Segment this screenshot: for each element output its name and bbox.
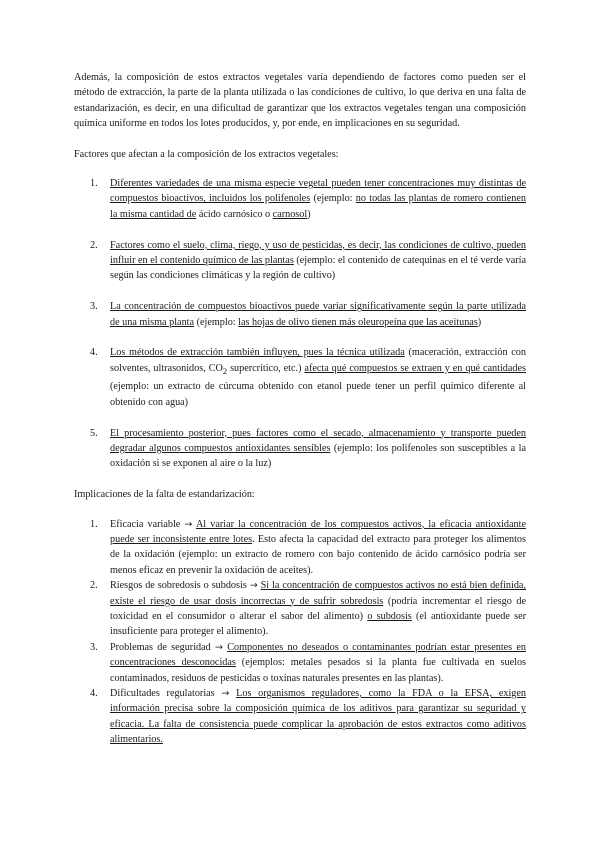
implication-item-3 (74, 640, 526, 686)
item-label: Dificultades regulatorias (110, 687, 222, 699)
plain-text: (maceración, extracción con solventes, ultrasonidos, CO (110, 347, 526, 374)
right-arrow-icon: → (249, 580, 258, 592)
plain-text: ) (307, 208, 311, 220)
underlined-text: La concentración de compuestos bioactivos puede variar significativamente según la parte utilizada de una misma planta (110, 301, 526, 328)
item-label: Problemas de seguridad (110, 641, 215, 653)
underlined-text: carnosol (272, 208, 308, 220)
list-number: 3. (90, 301, 98, 313)
underlined-text: o subdosis (367, 610, 412, 622)
implication-item-2 (74, 578, 526, 640)
factors-heading: Factores que afectan a la composición de los extractos vegetales: (74, 148, 339, 160)
plain-text: (ejemplo: el contenido de catequinas en el té verde varía según las condiciones climáticas y la región de cultivo) (110, 255, 526, 282)
list-number: 4. (90, 687, 98, 699)
plain-text: supercrítico, etc.) (227, 362, 305, 374)
list-number: 5. (90, 427, 98, 439)
underlined-text: afecta qué compuestos se extraen y en qué cantidades (304, 362, 527, 374)
underlined-text: Componentes no deseados o contaminantes podrían estar presentes en concentraciones desconocidas (110, 641, 526, 669)
plain-text: (ejemplo: los polifenoles son susceptibles a la oxidación si se exponen al aire o la luz) (110, 442, 527, 470)
plain-text: (podría incrementar el riesgo de toxicidad en el consumidor o alterar el sabor del alimento) (110, 595, 526, 622)
plain-text: (ejemplo: un extracto de cúrcuma obtenido con etanol puede tener un perfil químico diferente al obtenido con agua) (110, 381, 526, 408)
factor-item-2 (74, 238, 526, 284)
underlined-text: Diferentes variedades de una misma especie vegetal pueden tener concentraciones muy distintas de compuestos bioactivos, incluidos los polifenoles (110, 178, 526, 205)
factor-item-1 (74, 176, 526, 222)
underlined-text: no todas las plantas de romero contienen la misma cantidad de (110, 193, 526, 220)
underlined-text: Los organismos reguladores, como la FDA o la EFSA, exigen información precisa sobre la composición química de los aditivos para garantizar su seguridad y eficacia. La falta de consistencia puede complicar la aprobación de estos extractos como aditivos alimentarios. (110, 687, 526, 746)
factor-item-3 (74, 299, 526, 330)
implications-heading: Implicaciones de la falta de estandarización: (74, 489, 255, 501)
underlined-text: Si la concentración de compuestos activos no está bien definida, existe el riesgo de usar dosis incorrectas y de sufrir sobredosis (110, 580, 527, 607)
implications-list (74, 517, 526, 748)
underlined-text: Al variar la concentración de los compuestos activos, la eficacia antioxidante puede ser inconsistente entre lotes (110, 518, 526, 545)
plain-text: (ejemplos: metales pesados si la planta fue cultivada en suelos contaminados, residuos de pesticidas o toxinas naturales presentes en las plantas). (110, 657, 527, 684)
list-number: 2. (90, 580, 98, 592)
right-arrow-icon: → (184, 518, 193, 530)
underlined-text: Factores como el suelo, clima, riego, y uso de pesticidas, es decir, las condiciones de cultivo, pueden influir en el contenido químico de las plantas (110, 239, 526, 267)
list-number: 1. (90, 518, 98, 530)
implication-item-1 (74, 517, 526, 579)
list-number: 2. (90, 239, 98, 251)
subscript: 2 (222, 365, 228, 376)
right-arrow-icon: → (214, 641, 223, 653)
list-number: 3. (90, 641, 98, 653)
item-label: Riesgos de sobredosis o subdosis (110, 580, 250, 592)
underlined-text: Los métodos de extracción también influyen, pues la técnica utilizada (110, 347, 405, 359)
implication-item-4 (74, 686, 526, 748)
plain-text: (ejemplo: (194, 316, 239, 328)
plain-text: (el antioxidante puede ser insuficiente para proteger el alimento). (110, 610, 526, 638)
right-arrow-icon: → (221, 687, 230, 699)
plain-text: (ejemplo: (310, 193, 356, 205)
item-label: Eficacia variable (110, 518, 185, 530)
factors-list (74, 176, 526, 472)
plain-text: ácido carnósico o (196, 208, 273, 220)
underlined-text: El procesamiento posterior, pues factores como el secado, almacenamiento y transporte pueden degradar algunos compuestos antioxidantes sensibles (110, 427, 526, 454)
list-number: 4. (90, 347, 98, 359)
intro-paragraph: Además, la composición de estos extractos vegetales varía dependiendo de factores como pueden ser el método de extracción, la parte de la planta utilizada o las condiciones de cultivo, lo que deriva en una falta de estandarización, es decir, en una dificultad de garantizar que los extractos vegetales tengan una composición química uniforme en todos los lotes producidos, y, por ende, en implicaciones en su seguridad. (74, 72, 526, 130)
factor-item-4 (74, 345, 526, 410)
plain-text: ) (477, 316, 482, 328)
plain-text: . Esto afecta la capacidad del extracto para proteger los alimentos de la oxidación (ejemplo: un extracto de romero con bajo contenido de ácido carnósico podría ser menos eficaz en prevenir la oxidación de aceites). (110, 533, 526, 576)
factor-item-5 (74, 426, 526, 472)
underlined-text: las hojas de olivo tienen más oleuropeína que las aceitunas (238, 316, 478, 328)
list-number: 1. (90, 178, 98, 190)
